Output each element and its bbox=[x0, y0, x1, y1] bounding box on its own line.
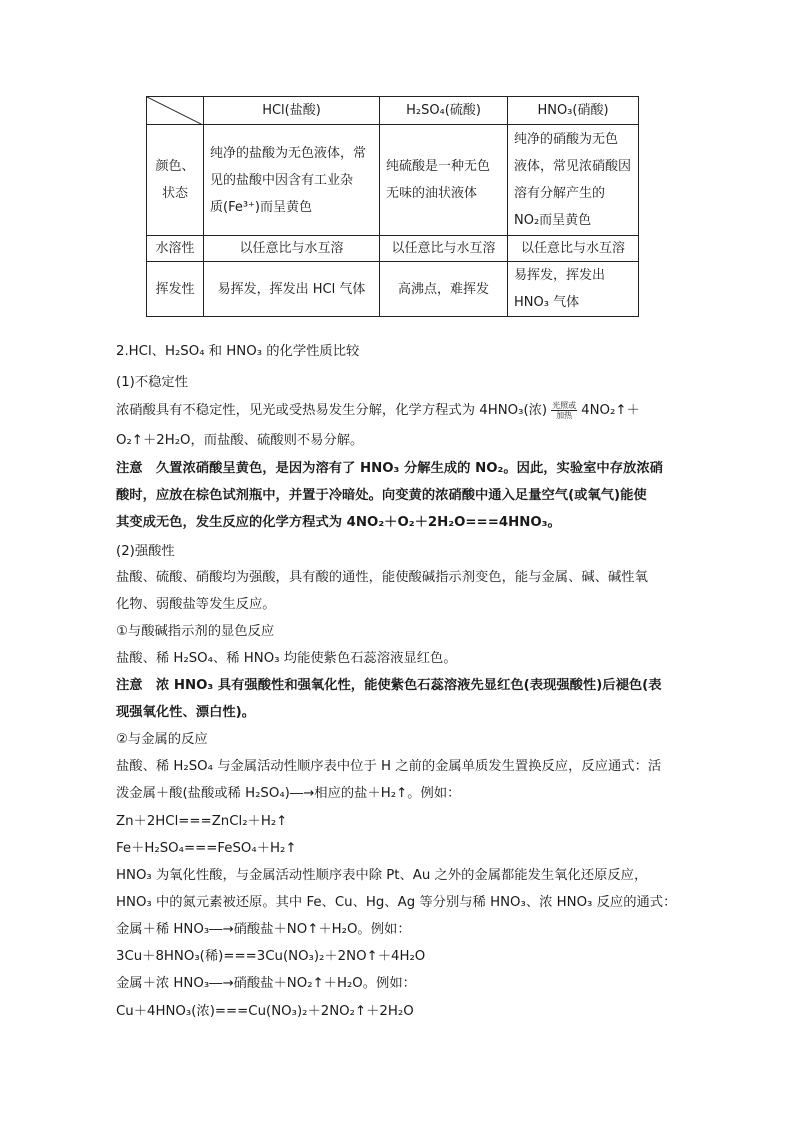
note-line: 注意 久置浓硝酸呈黄色，是因为溶有了 HNO₃ 分解生成的 NO₂。因此，实验室中存放浓硝 bbox=[116, 461, 663, 476]
paragraph-line: 金属＋稀 HNO₃―→硝酸盐＋NO↑＋H₂O。例如： bbox=[116, 922, 411, 937]
cell-line: 见的盐酸中因含有工业杂 bbox=[210, 172, 354, 188]
cell-line: 纯净的盐酸为无色液体，常 bbox=[210, 145, 367, 161]
cell-line: 纯净的硝酸为无色 bbox=[514, 132, 619, 147]
cell-line: 无味的油状液体 bbox=[386, 186, 478, 201]
row-label-color-state bbox=[147, 125, 204, 236]
equation-line: Zn＋2HCl===ZnCl₂＋H₂↑ bbox=[116, 814, 288, 829]
paragraph-line: 盐酸、稀 H₂SO₄ 与金属活动性顺序表中位于 H 之前的金属单质发生置换反应，反应通式：活 bbox=[116, 759, 662, 774]
row-label-line: 状态 bbox=[161, 186, 188, 201]
paragraph-line bbox=[116, 399, 640, 420]
diagonal-line bbox=[147, 97, 203, 125]
row-label-solubility: 水溶性 bbox=[147, 236, 204, 262]
item-heading: ①与酸碱指示剂的显色反应 bbox=[116, 624, 275, 639]
equation-line: 3Cu＋8HNO₃(稀)===3Cu(NO₃)₂＋2NO↑＋4H₂O bbox=[116, 949, 426, 964]
reaction-condition bbox=[551, 401, 577, 420]
item-heading: ②与金属的反应 bbox=[116, 732, 208, 747]
cell-hcl-volatility: 易挥发，挥发出 HCl 气体 bbox=[204, 262, 380, 317]
condition-bottom: 加热 bbox=[556, 410, 573, 420]
paragraph-line: O₂↑＋2H₂O，而盐酸、硫酸则不易分解。 bbox=[116, 433, 364, 448]
note-line: 酸时，应放在棕色试剂瓶中，并置于冷暗处。向变黄的浓硝酸中通入足量空气(或氧气)能使 bbox=[116, 488, 647, 503]
table-header-row bbox=[147, 97, 639, 125]
cell-line: NO₂而呈黄色 bbox=[514, 213, 592, 228]
cell-h2so4-color bbox=[380, 125, 508, 236]
paragraph-line: HNO₃ 为氧化性酸，与金属活动性顺序表中除 Pt、Au 之外的金属都能发生氧化还原反应， bbox=[116, 868, 648, 883]
paragraph-line: 金属＋浓 HNO₃―→硝酸盐＋NO₂↑＋H₂O。例如： bbox=[116, 976, 416, 991]
header-hno3: HNO₃(硝酸) bbox=[508, 97, 639, 125]
row-label-line: 颜色、 bbox=[155, 159, 195, 174]
cell-line: 溶有分解产生的 bbox=[514, 186, 606, 201]
subsection-heading: (2)强酸性 bbox=[116, 544, 175, 559]
cell-line: 易挥发，挥发出 bbox=[514, 268, 606, 283]
table-row-color-state bbox=[147, 125, 639, 236]
cell-line: 质(Fe³⁺)而呈黄色 bbox=[210, 199, 312, 215]
section-heading: 2.HCl、H₂SO₄ 和 HNO₃ 的化学性质比较 bbox=[116, 344, 360, 359]
header-hcl: HCl(盐酸) bbox=[204, 97, 380, 125]
note-line: 现强氧化性、漂白性)。 bbox=[116, 705, 256, 720]
cell-hcl-color bbox=[204, 125, 380, 236]
cell-hcl-solubility: 以任意比与水互溶 bbox=[204, 236, 380, 262]
table-row-volatility bbox=[147, 262, 639, 317]
cell-line: 液体，常见浓硝酸因 bbox=[514, 159, 632, 174]
diagonal-header-cell bbox=[147, 97, 204, 125]
paragraph-line: 盐酸、稀 H₂SO₄、稀 HNO₃ 均能使紫色石蕊溶液显红色。 bbox=[116, 651, 457, 666]
cell-hno3-solubility: 以任意比与水互溶 bbox=[508, 236, 639, 262]
equation-line: Fe＋H₂SO₄===FeSO₄＋H₂↑ bbox=[116, 841, 297, 856]
table-row-solubility bbox=[147, 236, 639, 262]
cell-hno3-volatility bbox=[508, 262, 639, 317]
cell-h2so4-volatility: 高沸点，难挥发 bbox=[380, 262, 508, 317]
cell-h2so4-solubility: 以任意比与水互溶 bbox=[380, 236, 508, 262]
condition-top: 光照或 bbox=[552, 400, 577, 410]
equation-part: 4NO₂↑＋ bbox=[581, 403, 640, 418]
subsection-heading: (1)不稳定性 bbox=[116, 375, 189, 390]
note-line: 其变成无色，发生反应的化学方程式为 4NO₂＋O₂＋2H₂O===4HNO₃。 bbox=[116, 515, 561, 530]
equation-part: 浓硝酸具有不稳定性，见光或受热易发生分解，化学方程式为 4HNO₃(浓) bbox=[116, 403, 548, 418]
header-h2so4: H₂SO₄(硫酸) bbox=[380, 97, 508, 125]
cell-hno3-color bbox=[508, 125, 639, 236]
paragraph-line: 盐酸、硫酸、硝酸均为强酸，具有酸的通性，能使酸碱指示剂变色，能与金属、碱、碱性氧 bbox=[116, 570, 648, 585]
cell-line: 纯硫酸是一种无色 bbox=[386, 159, 491, 174]
row-label-volatility: 挥发性 bbox=[147, 262, 204, 317]
acid-comparison-table bbox=[146, 96, 639, 317]
cell-line: HNO₃ 气体 bbox=[514, 295, 580, 310]
equation-line: Cu＋4HNO₃(浓)===Cu(NO₃)₂＋2NO₂↑＋2H₂O bbox=[116, 1004, 414, 1019]
note-line: 注意 浓 HNO₃ 具有强酸性和强氧化性，能使紫色石蕊溶液先显红色(表现强酸性)后褪色(表 bbox=[116, 678, 662, 693]
paragraph-line: 泼金属＋酸(盐酸或稀 H₂SO₄)―→相应的盐＋H₂↑。例如： bbox=[116, 786, 461, 801]
paragraph-line: 化物、弱酸盐等发生反应。 bbox=[116, 597, 276, 612]
paragraph-line: HNO₃ 中的氮元素被还原。其中 Fe、Cu、Hg、Ag 等分别与稀 HNO₃、浓 HNO₃ 反应的通式： bbox=[116, 895, 677, 910]
